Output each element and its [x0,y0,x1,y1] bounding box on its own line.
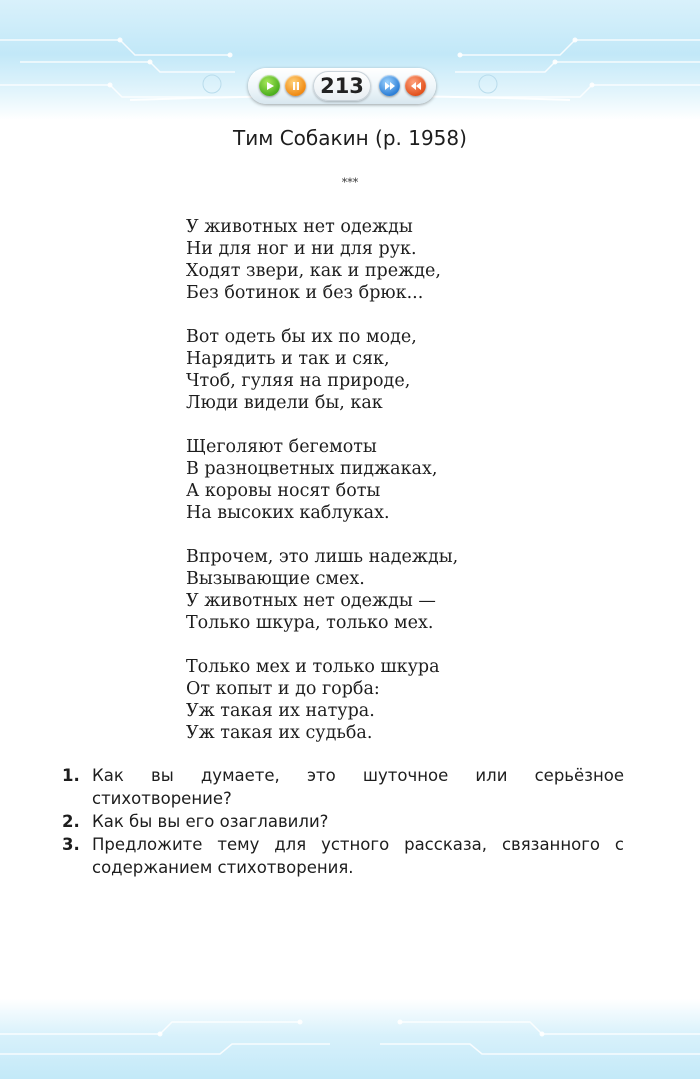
poem-line: Нарядить и так и сяк, [186,349,390,369]
question-number: 3. [62,835,80,854]
poem-line: Щеголяют бегемоты [186,437,377,457]
poem-line: Впрочем, это лишь надежды, [186,547,459,567]
pause-icon [291,81,301,91]
poem-line: Люди видели бы, как [186,393,383,413]
poem-stanza [186,436,546,524]
poem-line: Вот одеть бы их по моде, [186,327,417,347]
question-number: 2. [62,812,80,831]
poem-line: Чтоб, гуляя на природе, [186,371,411,391]
poem-stanza [186,546,546,634]
question-item [62,833,624,879]
poem-line: В разноцветных пиджаках, [186,459,438,479]
poem-line: Вызывающие смех. [186,569,365,589]
poem-line: Ни для ног и ни для рук. [186,239,417,259]
fast-forward-button[interactable] [379,75,400,96]
question-text: Как вы думаете, это шуточное или серьёзное стихотворение? [92,766,624,808]
poem-line: Только мех и только шкура [186,657,440,677]
poem [186,216,546,766]
question-number: 1. [62,766,80,785]
poem-line: У животных нет одежды [186,217,413,237]
poem-stanza [186,216,546,304]
poem-stanza [186,656,546,744]
poem-line: На высоких каблуках. [186,503,390,523]
poem-line: Без ботинок и без брюк... [186,283,424,303]
poem-line: Уж такая их судьба. [186,723,373,743]
poem-stanza [186,326,546,414]
play-icon [265,81,275,91]
poem-line: От копыт и до горба: [186,679,380,699]
question-item [62,764,624,810]
question-text: Как бы вы его озаглавили? [92,812,329,831]
poem-line: Только шкура, только мех. [186,613,434,633]
page-number: 213 [313,71,371,101]
separator: *** [341,176,359,189]
page-title: Тим Собакин (р. 1958) [233,126,467,150]
rewind-button[interactable] [405,75,426,96]
poem-line: У животных нет одежды — [186,591,436,611]
poem-line: А коровы носят боты [186,481,381,501]
question-item [62,810,624,833]
question-text: Предложите тему для устного рассказа, связанного с содержанием стихотворения. [92,835,624,877]
poem-line: Уж такая их натура. [186,701,375,721]
rewind-icon [410,81,422,91]
pause-button[interactable] [285,75,306,96]
footer-decoration [0,1004,700,1079]
play-button[interactable] [259,75,280,96]
questions-list [62,764,624,879]
poem-line: Ходят звери, как и прежде, [186,261,441,281]
fast-forward-icon [384,81,396,91]
